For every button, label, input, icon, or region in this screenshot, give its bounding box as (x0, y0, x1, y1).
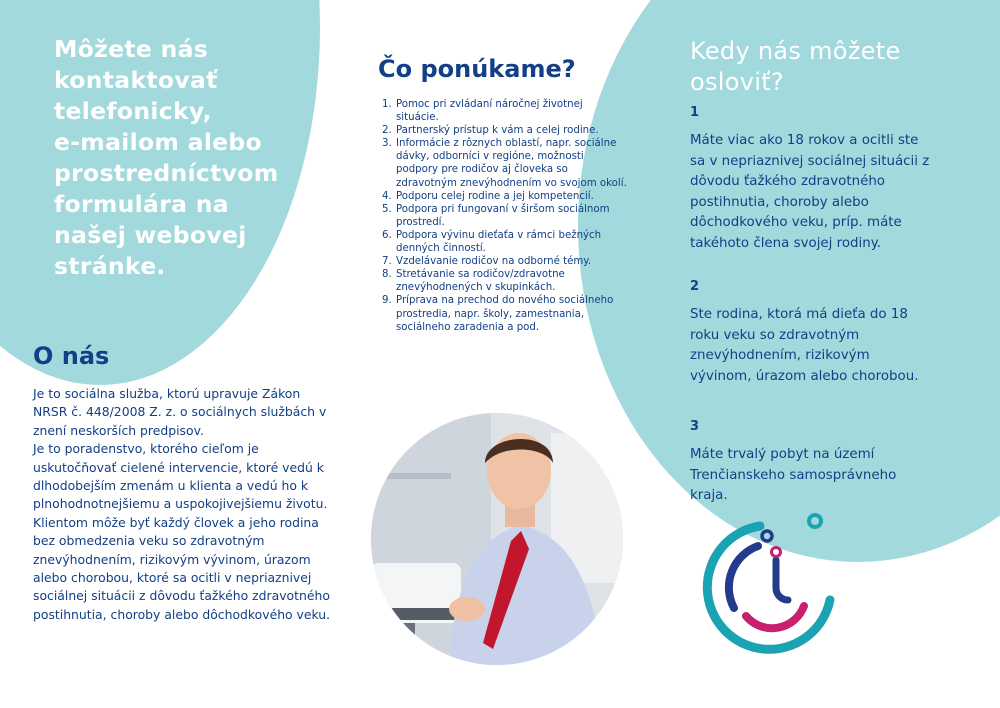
offer-item-number: 1. (382, 99, 392, 110)
offer-item-text: Príprava na prechod do nového sociálneho prostredia, napr. školy, zamestnania, sociálneho zaradenia a pod. (396, 295, 614, 333)
contact-line: našej webovej (54, 221, 247, 249)
offer-item (382, 137, 627, 189)
offer-item-number: 9. (382, 295, 392, 307)
when-item-text: Ste rodina, ktorá má dieťa do 18 roku veku so zdravotným znevýhodnením, rizikovým vývinom, úrazom alebo chorobou. (690, 307, 919, 384)
client-photo (371, 413, 623, 665)
offer-item-text: Vzdelávanie rodičov na odborné témy. (396, 256, 592, 268)
offer-item-number: 3. (382, 138, 392, 150)
offer-title: Čo ponúkame? (378, 55, 576, 83)
contact-heading (54, 34, 304, 282)
when-item-number: 1 (690, 105, 700, 120)
organization-logo (694, 508, 854, 672)
contact-line: Môžete nás (54, 35, 209, 63)
offer-item (382, 229, 627, 255)
about-paragraph: Je to poradenstvo, ktorého cieľom je uskutočňovať cielené intervencie, ktoré vedú k dlhodobejším zmenám u klienta a vedú ho k plnohodnotnejšiemu a uspokojivejšiemu životu. (33, 441, 328, 512)
when-item (690, 105, 930, 255)
offer-item-text: Informácie z rôznych oblastí, napr. sociálne dávky, odborníci v regióne, možnosti podpory pre rodičov aj človeka so zdravotným znevýhodnením vo svojom okolí. (396, 138, 627, 189)
contact-line: prostredníctvom (54, 159, 279, 187)
offer-item-number: 7. (382, 256, 392, 268)
when-item-text: Máte viac ako 18 rokov a ocitli ste sa v nepriaznivej sociálnej situácii z dôvodu ťažkého zdravotného postihnutia, choroby alebo dôchodkového veku, príp. máte takéhoto člena svojej rodiny. (690, 133, 930, 251)
offer-item (382, 268, 627, 294)
offer-item (382, 124, 627, 137)
contact-line: stránke. (54, 252, 166, 280)
offer-item-number: 2. (382, 125, 392, 137)
when-item-text: Máte trvalý pobyt na území Trenčianskeho samosprávneho kraja. (690, 447, 897, 504)
offer-list (382, 98, 627, 334)
contact-line: kontaktovať (54, 66, 218, 94)
offer-item-text: Podpora vývinu dieťaťa v rámci bežných denných činností. (396, 229, 602, 255)
when-title-line: Kedy nás môžete (690, 37, 901, 65)
offer-item-number: 5. (382, 203, 392, 215)
contact-line: e-mailom alebo (54, 128, 262, 156)
when-item-number: 2 (690, 279, 700, 294)
offer-item (382, 203, 627, 229)
about-text (33, 385, 333, 624)
when-item (690, 279, 930, 387)
offer-item-text: Stretávanie sa rodičov/zdravotne znevýhodnených v skupinkách. (396, 269, 565, 294)
offer-item-number: 6. (382, 229, 392, 241)
logo-rings-icon (694, 508, 854, 668)
client-photo-illustration (371, 413, 623, 665)
when-item-number: 3 (690, 419, 700, 434)
about-paragraph: Je to sociálna služba, ktorú upravuje Zákon NRSR č. 448/2008 Z. z. o sociálnych službách v znení neskorších predpisov. (33, 386, 327, 438)
about-paragraph: Klientom môže byť každý človek a jeho rodina bez obmedzenia veku so zdravotným znevýhodnením, rizikovým vývinom, úrazom alebo chorobou, ktoré sa ocitli v nepriaznivej sociálnej situácii z dôvodu ťažkého zdravotného postihnutia, choroby alebo dôchodkového veku. (33, 514, 331, 622)
when-title-line: osloviť? (690, 68, 784, 96)
contact-line: telefonicky, (54, 97, 212, 125)
offer-item (382, 255, 627, 268)
offer-item-number: 4. (382, 190, 392, 202)
offer-item-text: Podpora pri fungovaní v širšom sociálnom prostredí. (396, 203, 610, 228)
offer-item (382, 190, 627, 203)
when-item (690, 419, 930, 507)
contact-line: formulára na (54, 190, 229, 218)
offer-item-text: Pomoc pri zvládaní náročnej životnej situácie. (396, 99, 583, 124)
offer-item-text: Podporu celej rodine a jej kompetencií. (396, 190, 594, 202)
when-title (690, 36, 970, 98)
about-title: O nás (33, 342, 110, 370)
offer-item-number: 8. (382, 269, 392, 281)
offer-item (382, 294, 627, 333)
offer-item (382, 98, 627, 124)
offer-item-text: Partnerský prístup k vám a celej rodine. (396, 125, 599, 137)
